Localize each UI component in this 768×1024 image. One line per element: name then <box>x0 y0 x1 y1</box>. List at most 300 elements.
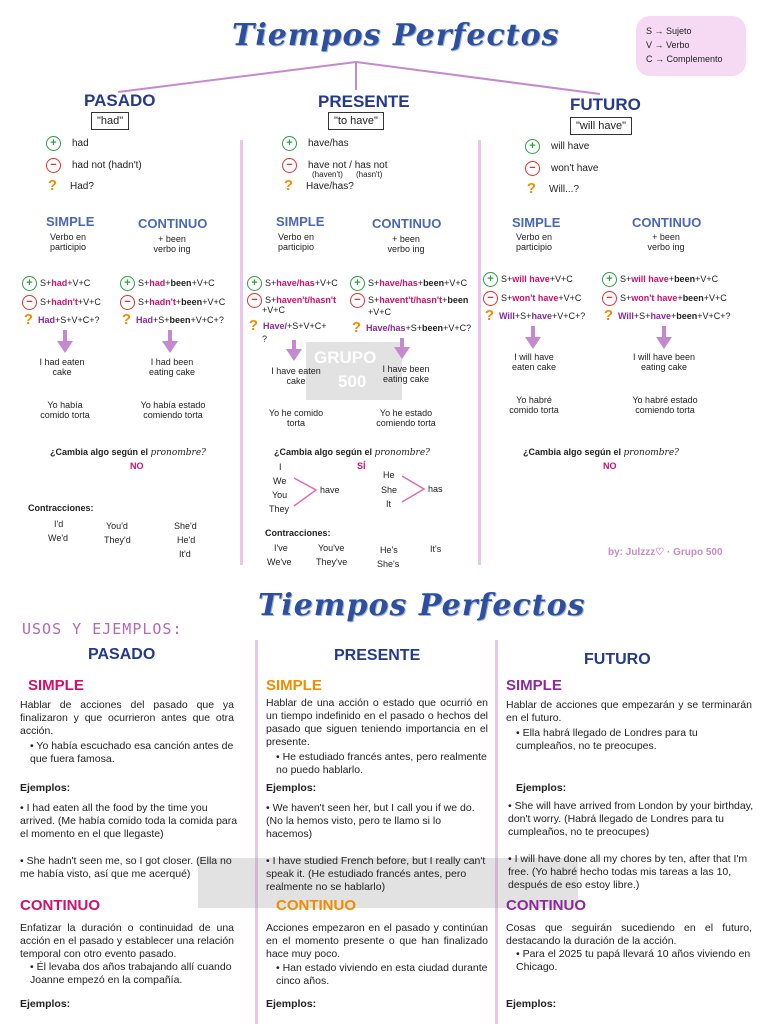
ex-line: cake <box>286 376 306 386</box>
f-part: +V+C <box>549 273 573 284</box>
bullet-icon: • <box>20 855 27 867</box>
futuro-aux: "will have" <box>570 117 632 135</box>
presente-simple-f1 <box>247 276 338 291</box>
futuro-simple-f1 <box>483 272 573 287</box>
futuro-answer: NO <box>603 461 617 471</box>
desc-line: participio <box>515 242 553 252</box>
q-word: pronombre? <box>150 448 206 458</box>
bullet-icon: • <box>30 961 37 973</box>
pasado-plus-text: had <box>72 138 89 150</box>
contr-theyve: They've <box>316 557 348 567</box>
f-part: +V+C <box>695 273 719 284</box>
pasado-simple-f2 <box>22 295 101 310</box>
pasado-contr-label: Contracciones: <box>28 503 94 513</box>
pasado-simple-f3 <box>22 311 100 328</box>
usos-pasado-header: PASADO <box>88 646 156 663</box>
f-been: been <box>170 277 192 288</box>
pasado-continuo-f2 <box>120 295 225 310</box>
es-line: Yo he comido <box>268 408 324 418</box>
plus-icon: + <box>483 272 498 287</box>
f-aux: Have/has <box>366 322 406 333</box>
futuro-header: FUTURO <box>570 95 641 114</box>
f-part: +V+C <box>314 277 338 288</box>
desc-line: verbo ing <box>387 244 425 254</box>
es-line: comiendo torta <box>143 410 203 420</box>
f-aux: had <box>51 277 68 288</box>
es-line: comido torta <box>40 410 90 420</box>
f-aux: won't have <box>512 292 559 303</box>
presente-simple-example <box>256 366 336 386</box>
question-icon: ? <box>248 317 259 334</box>
f-aux: hadn't <box>149 296 176 307</box>
presente-continuo-f2 <box>350 293 468 308</box>
pasado-question-pronoun <box>50 447 206 458</box>
desc-line: + been <box>392 234 420 244</box>
usos-futuro-simple: SIMPLE <box>506 677 562 694</box>
pasado-minus <box>46 158 142 173</box>
usos-pasado-ej2: Ejemplos: <box>20 998 71 1010</box>
presente-simple-f3-tail: ? <box>262 334 268 344</box>
minus-icon: − <box>525 161 540 176</box>
f-part: +V+C <box>703 292 727 303</box>
pasado-header: PASADO <box>84 91 156 110</box>
usos-presente-ex1 <box>266 802 490 841</box>
question-icon: ? <box>121 311 132 328</box>
f-aux: have <box>650 310 671 321</box>
ex-line: cake <box>52 367 72 377</box>
futuro-simple-example <box>494 352 574 372</box>
usos-label: USOS Y EJEMPLOS: <box>22 620 183 638</box>
futuro-question-pronoun <box>523 447 679 458</box>
f-part: S+ <box>620 292 632 303</box>
contr-shed: She'd <box>174 521 197 531</box>
arrow-down-icon <box>57 341 73 353</box>
f-part: + <box>175 296 182 307</box>
f-aux: Will <box>499 310 515 321</box>
f-part: S+ <box>368 294 380 305</box>
usos-pasado-ex2 <box>20 855 242 881</box>
pasado-continuo-f1 <box>120 276 215 291</box>
f-part: +V+C <box>67 277 91 288</box>
contr-youd: You'd <box>106 521 128 531</box>
pron-they: They <box>269 504 290 514</box>
presente-continuo-translation <box>362 408 450 428</box>
bullet-text: She will have arrived from London by your birthday, don't worry. (Habrá llegado de Londres para tu cumpleaños, no te preocupes) <box>508 800 754 838</box>
f-aux: haven't/hasn't <box>276 294 337 305</box>
usos-futuro-ex2 <box>508 853 758 892</box>
bullet-text: Él levaba dos años trabajando allí cuando Joanne empezó en la compañía. <box>30 961 232 986</box>
es-line: Yo había estado <box>140 400 206 410</box>
pasado-continuo-desc1: + been <box>158 234 186 244</box>
pron-have: have <box>320 485 340 495</box>
es-line: Yo habré <box>516 395 552 405</box>
es-line: Yo habré estado <box>632 395 698 405</box>
futuro-question-text: Will...? <box>549 184 579 196</box>
pasado-plus <box>46 136 89 151</box>
pron-you: You <box>272 490 288 500</box>
bracket-have-icon <box>292 472 318 512</box>
desc-line: participio <box>277 242 315 252</box>
contr-shes: She's <box>377 559 400 569</box>
es-line: comiendo torta <box>376 418 436 428</box>
f-part: S+ <box>40 277 52 288</box>
f-part: +V+C <box>191 277 215 288</box>
ex-line: I have been <box>382 364 430 374</box>
usos-futuro-simple-bullet <box>516 727 752 753</box>
presente-continuo-example <box>366 364 446 384</box>
pasado-simple-desc1: Verbo en <box>49 232 87 242</box>
f-part: +V+C? <box>443 322 472 333</box>
contr-its: It's <box>430 544 442 554</box>
bullet-icon: • <box>266 802 273 814</box>
bullet-icon: • <box>276 962 283 974</box>
usos-pasado-simple: SIMPLE <box>28 677 84 694</box>
f-part: S+ <box>40 296 52 307</box>
f-been: been <box>181 296 203 307</box>
futuro-plus <box>525 139 589 154</box>
contr-theyd: They'd <box>104 535 131 545</box>
futuro-continuo-label: CONTINUO <box>632 215 702 230</box>
pasado-simple-f1 <box>22 276 90 291</box>
usos-presente-header: PRESENTE <box>334 647 421 664</box>
usos-futuro-ej2: Ejemplos: <box>506 998 557 1010</box>
es-line: torta <box>286 418 305 428</box>
presente-question-text: Have/has? <box>306 181 354 193</box>
usos-presente-ex2 <box>266 855 490 894</box>
f-aux: Will <box>618 310 634 321</box>
q-word: pronombre? <box>374 448 430 458</box>
minus-icon: − <box>247 293 262 308</box>
f-part: +V+C+? <box>190 314 224 325</box>
futuro-simple-f2 <box>483 291 581 306</box>
pasado-continuo-example <box>130 357 214 377</box>
minus-icon: − <box>602 291 617 306</box>
f-part: S+ <box>138 277 150 288</box>
divider-right <box>478 140 481 565</box>
bullet-text: She hadn't seen me, so I got closer. (Ella no me había visto, así que me acerqué) <box>20 855 232 880</box>
question-icon: ? <box>23 311 34 328</box>
pasado-continuo-translation <box>128 400 218 420</box>
watermark-num: 500 <box>338 372 367 391</box>
f-aux: have/has <box>276 277 315 288</box>
minus-icon: − <box>46 158 61 173</box>
ex-line: I will have <box>514 352 554 362</box>
f-part: +V+C+? <box>551 310 586 321</box>
q-text: ¿Cambia algo según el <box>50 447 149 457</box>
f-part: +V+C <box>444 277 468 288</box>
usos-futuro-ex1 <box>508 800 758 839</box>
question-icon: ? <box>603 307 614 324</box>
pron-i: I <box>279 462 282 472</box>
minus-icon: − <box>282 158 297 173</box>
f-part: S+ <box>501 273 513 284</box>
usos-pasado-simple-desc: Hablar de acciones del pasado que ya finalizaron y que ocurrieron antes que otra acción. <box>20 699 234 737</box>
pasado-question <box>46 177 94 194</box>
presente-contr-label: Contracciones: <box>265 528 331 538</box>
f-been: been <box>674 273 696 284</box>
arrow-down-icon <box>162 341 178 353</box>
f-aux: have <box>531 310 552 321</box>
presente-plus-text: have/has <box>308 138 349 150</box>
f-been: been <box>169 314 191 325</box>
pron-he: He <box>383 470 395 480</box>
usos-pasado-ex1 <box>20 802 242 841</box>
question-icon: ? <box>351 319 362 336</box>
usos-pasado-cont-desc: Enfatizar la duración o continuidad de una acción en el pasado y establecer una relación temporal con otro evento pasado. <box>20 922 234 960</box>
presente-continuo-desc <box>374 234 438 254</box>
usos-futuro-header: FUTURO <box>584 651 651 668</box>
bullet-text: I will have done all my chores by ten, after that I'm free. (Yo habré hecho todas mis tareas a las 10, después de eso estoy libre.) <box>508 853 748 891</box>
q-text: ¿Cambia algo según el <box>523 447 622 457</box>
usos-pasado-cont-bullet <box>30 961 236 987</box>
f-aux: Have/ <box>263 320 288 331</box>
arrow-down-icon <box>394 347 410 359</box>
ex-line: I had eaten <box>39 357 85 367</box>
usos-title: Tiempos Perfectos <box>258 588 586 623</box>
futuro-simple-translation <box>494 395 574 415</box>
question-icon: ? <box>283 177 294 194</box>
f-part: +V+C <box>558 292 582 303</box>
bullet-icon: • <box>276 751 283 763</box>
pasado-aux: "had" <box>91 112 129 130</box>
bullet-text: He estudiado francés antes, pero realmente no puedo hablarlo. <box>276 751 487 776</box>
es-line: comiendo torta <box>635 405 695 415</box>
f-part: +S+ <box>153 314 170 325</box>
legend-s: S → Sujeto <box>646 26 692 36</box>
es-line: Yo había <box>47 400 83 410</box>
f-aux: Had <box>38 314 56 325</box>
usos-futuro-simple-desc: Hablar de acciones que empezarán y se terminarán en el futuro. <box>506 699 752 724</box>
pasado-minus-text: had not (hadn't) <box>72 160 142 172</box>
contr-hes: He's <box>380 545 398 555</box>
contr-ive: I've <box>274 543 288 553</box>
q-word: pronombre? <box>623 448 679 458</box>
presente-simple-f2-tail: +V+C <box>262 305 286 315</box>
f-been: been <box>423 277 445 288</box>
plus-icon: + <box>282 136 297 151</box>
usos-pasado-simple-bullet <box>30 740 236 766</box>
presente-continuo-f3 <box>350 319 472 336</box>
usos-presente-cont-bullet <box>276 962 488 988</box>
bullet-icon: • <box>30 740 37 752</box>
page-title: Tiempos Perfectos <box>232 18 560 53</box>
legend-c: C → Complemento <box>646 54 723 64</box>
presente-answer: SÍ <box>357 461 366 471</box>
pasado-continuo-desc <box>140 234 204 254</box>
contr-youve: You've <box>318 543 345 553</box>
divider-bottom-right <box>495 640 498 1024</box>
f-part: + <box>417 277 424 288</box>
f-part: +S+ <box>633 310 651 321</box>
usos-presente-ej: Ejemplos: <box>266 782 317 794</box>
pron-has: has <box>428 484 443 494</box>
contr-wed: We'd <box>48 533 69 543</box>
ex-line: eating cake <box>382 374 430 384</box>
desc-line: + been <box>652 232 680 242</box>
usos-futuro-continuo: CONTINUO <box>506 897 586 914</box>
presente-question <box>282 177 354 194</box>
legend-v: V → Verbo <box>646 40 690 50</box>
bullet-icon: • <box>266 855 273 867</box>
arrow-down-icon <box>656 337 672 349</box>
f-been: been <box>422 322 444 333</box>
bullet-icon: • <box>516 727 523 739</box>
q-text: ¿Cambia algo según el <box>274 447 373 457</box>
presente-minus-sub2: (hasn't) <box>356 170 383 179</box>
pasado-continuo-desc2: verbo ing <box>153 244 191 254</box>
f-been: been <box>447 294 469 305</box>
f-part: +V+C <box>202 296 226 307</box>
usos-presente-simple-bullet <box>276 751 488 777</box>
f-been: been <box>682 292 704 303</box>
futuro-continuo-desc <box>634 232 698 252</box>
contr-hed: He'd <box>177 535 196 545</box>
plus-icon: + <box>120 276 135 291</box>
bullet-icon: • <box>508 800 515 812</box>
usos-pasado-continuo: CONTINUO <box>20 897 100 914</box>
futuro-plus-text: will have <box>551 141 590 153</box>
ex-line: I will have been <box>632 352 696 362</box>
f-part: + <box>670 310 677 321</box>
f-part: + <box>165 277 171 288</box>
bullet-text: Yo había escuchado esa canción antes de que fuera famosa. <box>30 740 234 765</box>
f-aux: havent't/hasn't <box>379 294 443 305</box>
plus-icon: + <box>247 276 262 291</box>
bullet-icon: • <box>508 853 515 865</box>
divider-left <box>240 140 243 565</box>
contr-weve: We've <box>267 557 292 567</box>
presente-minus-sub1: (haven't) <box>312 170 343 179</box>
bullet-icon: • <box>516 948 523 960</box>
f-part: S+ <box>620 273 632 284</box>
futuro-minus-text: won't have <box>551 163 599 175</box>
usos-futuro-ej: Ejemplos: <box>516 782 567 794</box>
plus-icon: + <box>602 272 617 287</box>
pasado-question-text: Had? <box>70 181 94 193</box>
ex-line: I had been <box>150 357 194 367</box>
plus-icon: + <box>525 139 540 154</box>
ex-line: eating cake <box>148 367 196 377</box>
usos-presente-ej2: Ejemplos: <box>266 998 317 1010</box>
ex-line: eating cake <box>640 362 688 372</box>
question-icon: ? <box>526 180 537 197</box>
bullet-text: Para el 2025 tu papá llevará 10 años viviendo en Chicago. <box>516 948 751 973</box>
f-aux: Had <box>136 314 154 325</box>
presente-header: PRESENTE <box>318 92 410 111</box>
usos-presente-cont-desc: Acciones empezaron en el pasado y continúan en el momento presente o que han finalizado hace muy poco. <box>266 922 488 960</box>
usos-presente-continuo: CONTINUO <box>276 897 356 914</box>
plus-icon: + <box>22 276 37 291</box>
presente-plus <box>282 136 349 151</box>
pron-we: We <box>273 476 287 486</box>
futuro-continuo-translation <box>620 395 710 415</box>
pasado-simple-translation <box>22 400 108 420</box>
f-part: + <box>668 273 675 284</box>
f-part: S+ <box>265 294 277 305</box>
ex-line: I have eaten <box>271 366 321 376</box>
futuro-question <box>525 180 579 197</box>
presente-simple-translation <box>256 408 336 428</box>
desc-line: Verbo en <box>277 232 315 242</box>
futuro-simple-desc <box>502 232 566 252</box>
bullet-text: Han estado viviendo en esta ciudad durante cinco años. <box>276 962 488 987</box>
f-aux: hadn't <box>51 296 78 307</box>
pron-she: She <box>381 485 398 495</box>
f-aux: will have <box>512 273 550 284</box>
presente-question-pronoun <box>274 447 430 458</box>
pasado-simple-example <box>22 357 102 377</box>
minus-icon: − <box>120 295 135 310</box>
f-part: S+ <box>265 277 277 288</box>
contr-itd: It'd <box>179 549 191 559</box>
presente-simple-label: SIMPLE <box>276 214 325 229</box>
pron-it: It <box>386 499 392 509</box>
arrow-down-icon <box>525 337 541 349</box>
question-icon: ? <box>47 177 58 194</box>
usos-presente-simple-desc: Hablar de una acción o estado que ocurrió en un tiempo indefinido en el pasado o hechos del pasado que siguen teniendo importancia en el presente. <box>266 697 488 748</box>
f-part: +V+C+? <box>697 310 731 321</box>
divider-bottom-left <box>255 640 258 1024</box>
es-line: Yo he estado <box>379 408 433 418</box>
futuro-simple-label: SIMPLE <box>512 215 561 230</box>
f-part: S+ <box>501 292 513 303</box>
bracket-has-icon <box>400 472 426 508</box>
presente-aux: "to have" <box>328 112 384 130</box>
plus-icon: + <box>46 136 61 151</box>
watermark-grupo: GRUPO <box>314 348 377 367</box>
presente-continuo-f2-tail: +V+C <box>368 307 392 317</box>
usos-pasado-ej: Ejemplos: <box>20 782 71 794</box>
usos-futuro-cont-bullet <box>516 948 752 974</box>
f-been: been <box>676 310 698 321</box>
f-aux: had <box>149 277 166 288</box>
plus-icon: + <box>350 276 365 291</box>
arrow-down-icon <box>286 349 302 361</box>
f-aux: won't have <box>631 292 678 303</box>
pasado-simple-label: SIMPLE <box>46 214 95 229</box>
contr-id: I'd <box>54 519 64 529</box>
question-icon: ? <box>484 307 495 324</box>
minus-icon: − <box>483 291 498 306</box>
bullet-text: I have studied French before, but I really can't speak it. (He estudiado francés antes, pero realmente no se hablarlo) <box>266 855 486 893</box>
presente-simple-desc <box>264 232 328 252</box>
futuro-continuo-example <box>618 352 710 372</box>
f-part: +S+V+C+? <box>55 314 100 325</box>
bullet-icon: • <box>20 802 27 814</box>
f-part: +S+ <box>514 310 532 321</box>
usos-futuro-cont-desc: Cosas que seguirán sucediendo en el futuro, destacando la duración de la acción. <box>506 922 752 947</box>
pasado-continuo-label: CONTINUO <box>138 216 208 231</box>
pasado-simple-desc <box>36 232 100 252</box>
pasado-continuo-f3 <box>120 311 224 328</box>
bullet-text: I had eaten all the food by the time you arrived. (Me había comido toda la comida para el momento en el que llegaste) <box>20 802 238 840</box>
f-aux: will have <box>631 273 669 284</box>
f-part: S+ <box>138 296 150 307</box>
desc-line: verbo ing <box>647 242 685 252</box>
bullet-text: Ella habrá llegado de Londres para tu cumpleaños, no te preocupes. <box>516 727 698 752</box>
f-part: +S+V+C+ <box>287 320 327 331</box>
futuro-continuo-f3 <box>602 307 731 324</box>
futuro-continuo-f1 <box>602 272 718 287</box>
presente-simple-f3 <box>247 317 327 334</box>
minus-icon: − <box>22 295 37 310</box>
es-line: comido torta <box>509 405 559 415</box>
presente-simple-f2 <box>247 293 336 308</box>
f-part: +S+ <box>405 322 423 333</box>
presente-minus-text: have not / has not <box>308 160 388 172</box>
pasado-simple-desc2: participio <box>49 242 87 252</box>
f-part: + <box>677 292 683 303</box>
